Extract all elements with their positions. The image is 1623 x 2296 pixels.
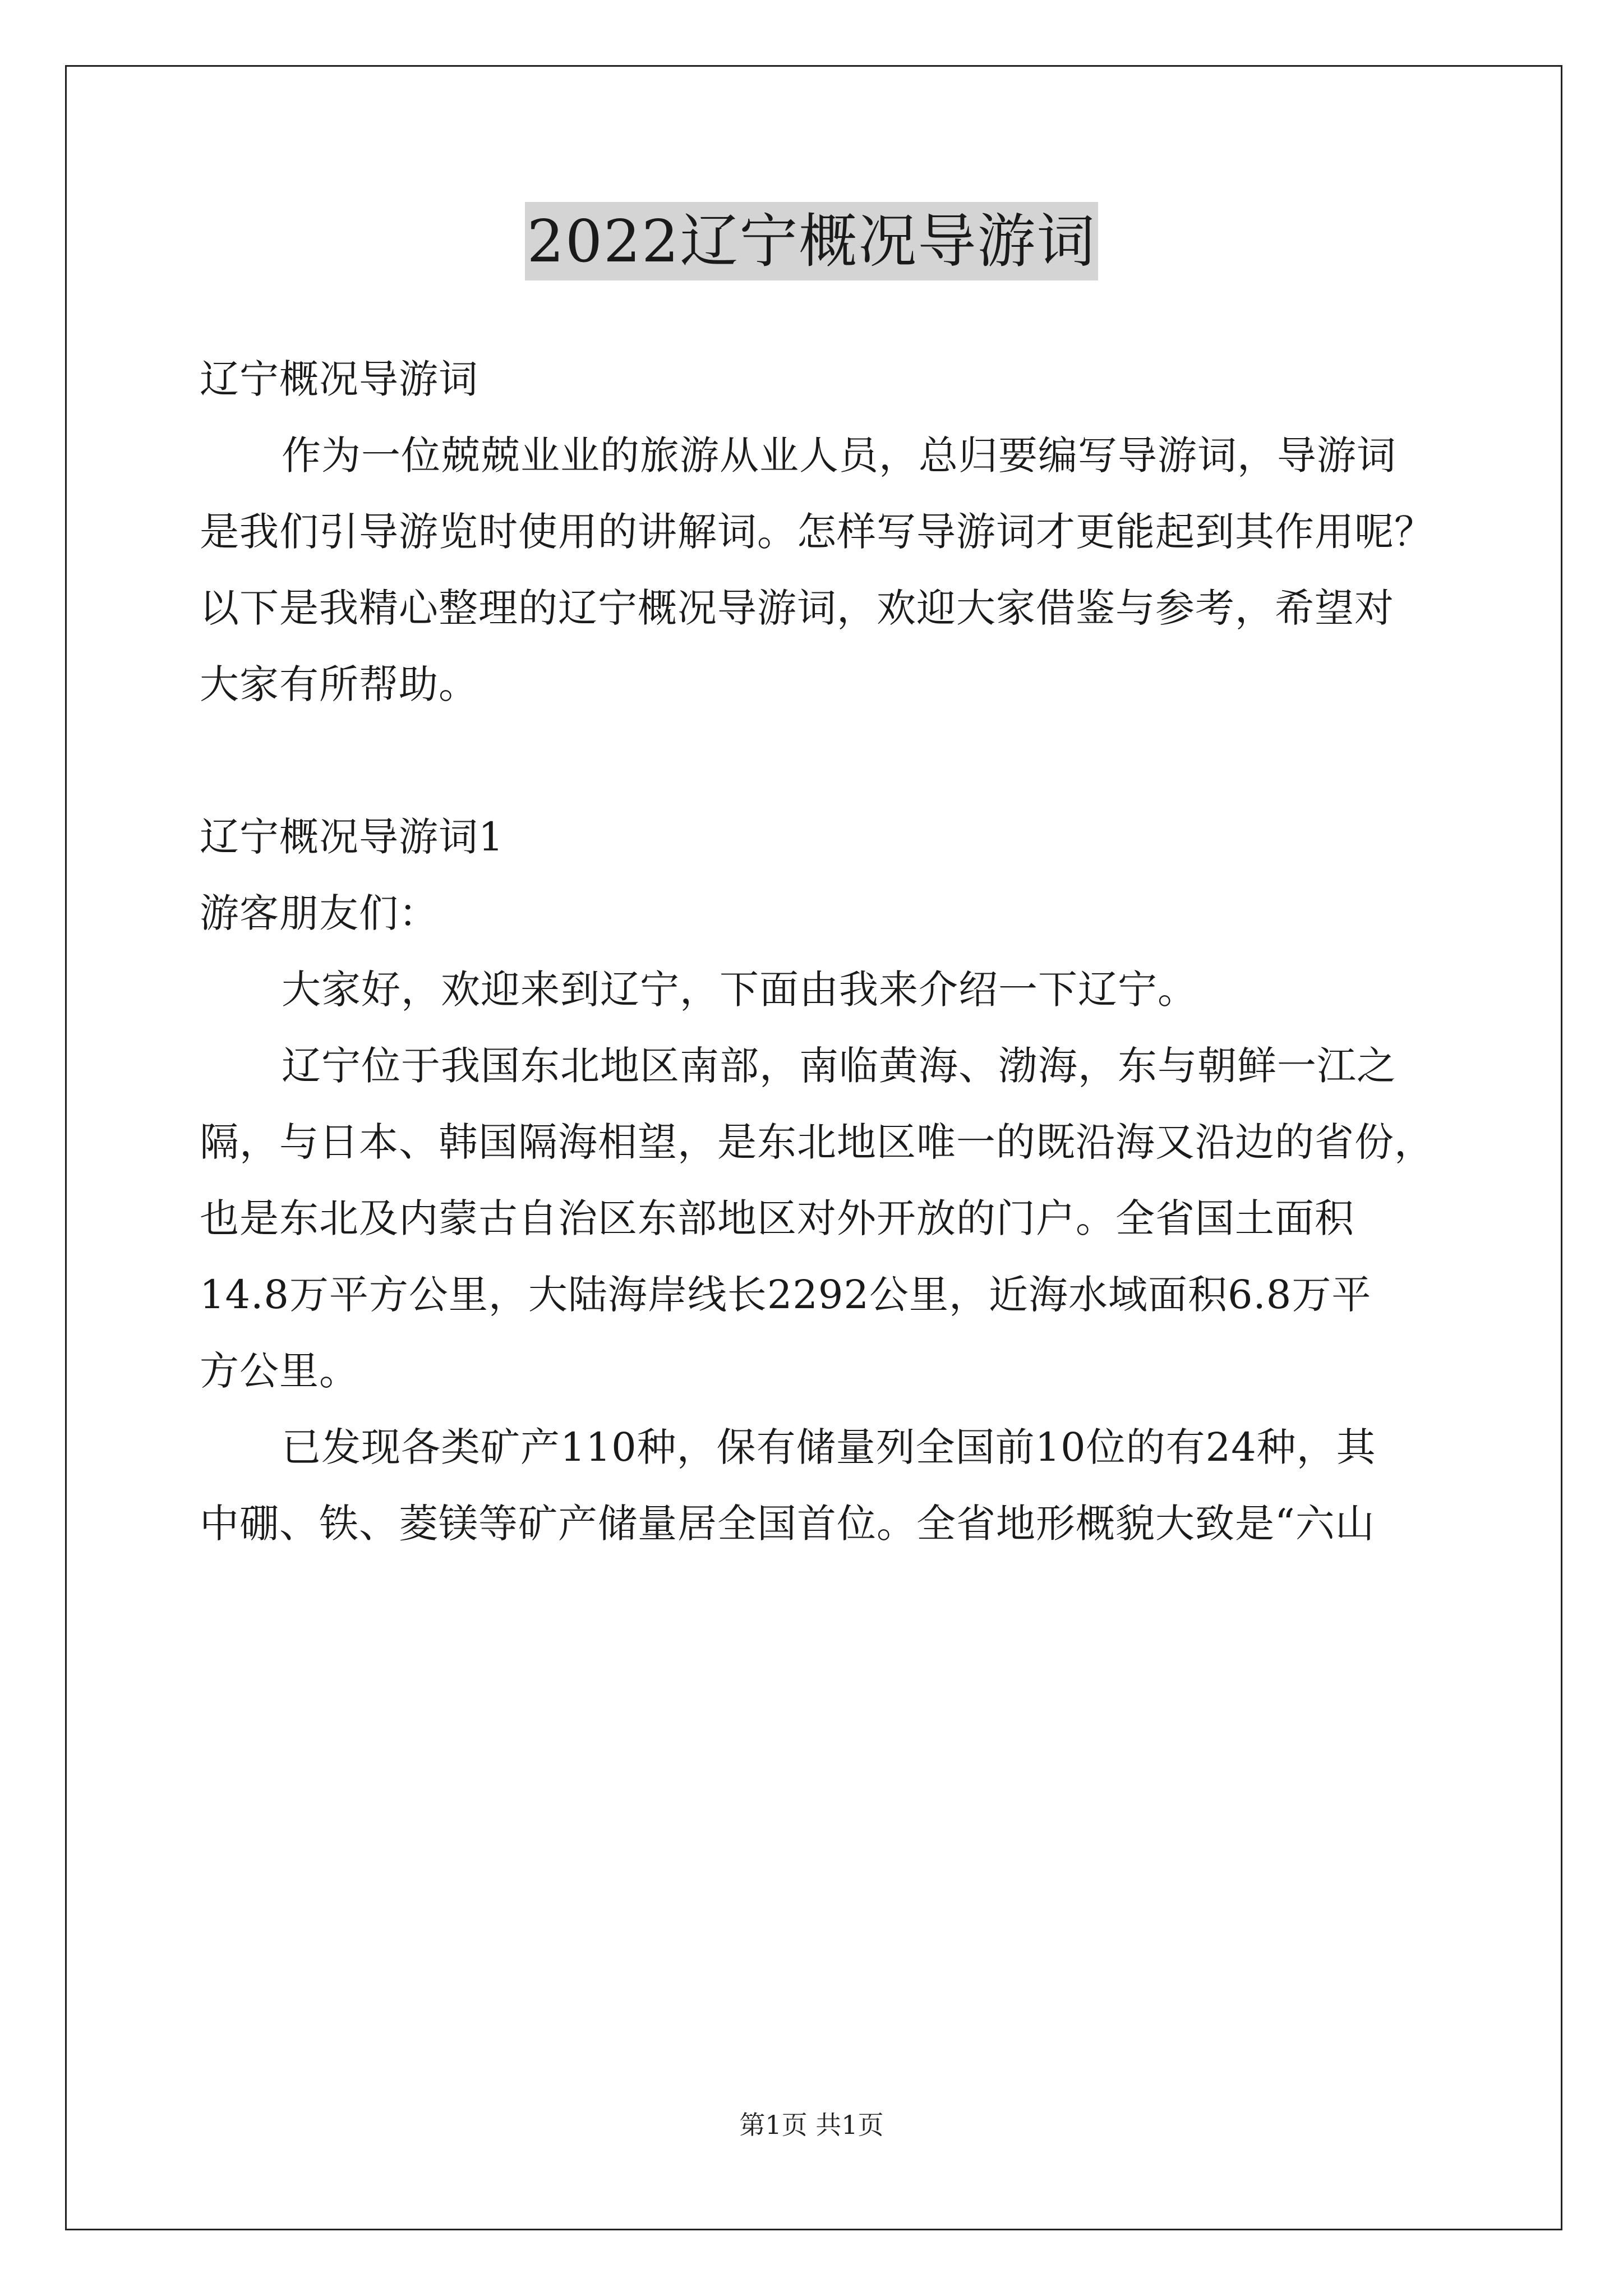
- paragraph-line: 已发现各类矿产110种，保有储量列全国前10位的有24种，其: [282, 1424, 1376, 1470]
- paragraph-line: 中硼、铁、菱镁等矿产储量居全国首位。全省地形概貌大致是“六山: [200, 1501, 1375, 1547]
- section-heading: 辽宁概况导游词1: [200, 814, 504, 860]
- paragraph-line: 14.8万平方公里，大陆海岸线长2292公里，近海水域面积6.8万平: [200, 1272, 1372, 1318]
- paragraph-line: 大家有所帮助。: [200, 661, 478, 707]
- paragraph-line: 方公里。: [200, 1348, 359, 1394]
- paragraph-line: 作为一位兢兢业业的旅游从业人员，总归要编写导游词，导游词: [282, 432, 1396, 478]
- title-container: [0, 202, 1623, 280]
- document-title: 2022辽宁概况导游词: [525, 202, 1099, 280]
- paragraph-line: 大家好，欢迎来到辽宁，下面由我来介绍一下辽宁。: [282, 967, 1197, 1013]
- greeting-line: 游客朋友们：: [200, 890, 439, 936]
- section-heading: 辽宁概况导游词: [200, 356, 478, 402]
- paragraph-line: 隔，与日本、韩国隔海相望，是东北地区唯一的既沿海又沿边的省份，: [200, 1119, 1434, 1165]
- page-footer: 第1页 共1页: [739, 2110, 884, 2140]
- paragraph-line: 也是东北及内蒙古自治区东部地区对外开放的门户。全省国土面积: [200, 1195, 1354, 1241]
- paragraph-line: 以下是我精心整理的辽宁概况导游词，欢迎大家借鉴与参考，希望对: [200, 585, 1394, 631]
- paragraph-line: 辽宁位于我国东北地区南部，南临黄海、渤海，东与朝鲜一江之: [282, 1043, 1396, 1089]
- paragraph-line: 是我们引导游览时使用的讲解词。怎样写导游词才更能起到其作用呢？: [200, 509, 1434, 555]
- blank-line: [200, 723, 1422, 799]
- document-body: [200, 341, 1434, 1562]
